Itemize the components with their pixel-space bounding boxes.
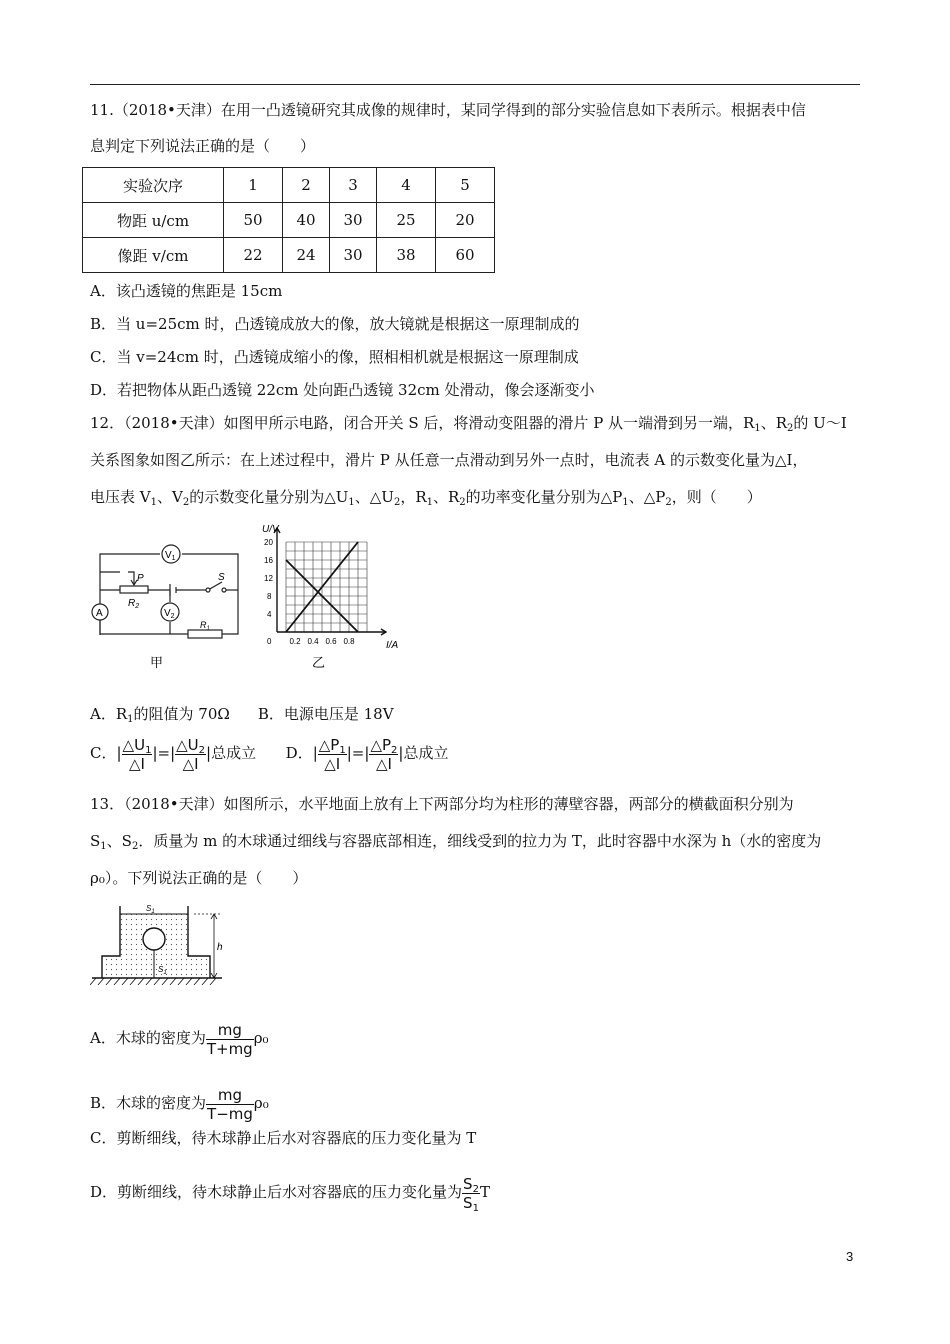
- fraction: $\frac{mg}{T+mg}$: [206, 1020, 253, 1058]
- text-run: 的阻值为 70Ω: [133, 705, 230, 723]
- q11-stem-line1: 11.（2018•天津）在用一凸透镜研究其成像的规律时，某同学得到的部分实验信息如下表所示。根据表中信: [90, 101, 806, 119]
- q12-stem-line2: 关系图象如图乙所示：在上述过程中，滑片 P 从任意一点滑动到另外一点时，电流表 A 的示数变化量为△I，: [90, 451, 808, 469]
- fraction: $\frac{\triangle U_1}{\triangle I}$: [122, 735, 152, 773]
- subscript: 1: [127, 714, 134, 725]
- x-tick: 0.2: [289, 637, 301, 646]
- subscript: 1: [348, 497, 355, 508]
- x-tick: 0.4: [307, 637, 319, 646]
- fraction: $\frac{\triangle P_1}{\triangle I}$: [318, 735, 346, 773]
- r1-label: $R_1$: [200, 620, 210, 632]
- subscript: 1: [100, 841, 107, 852]
- text-run: 总成立: [403, 744, 449, 762]
- abs-bar: |: [398, 744, 404, 762]
- table-cell: 25: [377, 203, 436, 238]
- text-run: ．质量为 m 的木球通过细线与容器底部相连，细线受到的拉力为 T，此时容器中水深为 h（水的密度为: [138, 832, 822, 850]
- subscript: 2: [459, 497, 466, 508]
- q13-option-a: [90, 1017, 269, 1059]
- table-cell: 40: [283, 203, 330, 238]
- subscript: 1: [426, 497, 433, 508]
- table-cell: 5: [436, 168, 495, 203]
- table-cell: 实验次序: [83, 168, 224, 203]
- table-cell: 3: [330, 168, 377, 203]
- text-run: B．电源电压是 18V: [257, 705, 394, 723]
- equals: =: [157, 744, 171, 762]
- text-run: 、R: [433, 488, 460, 506]
- text-run: 、△U: [354, 488, 394, 506]
- y-tick: 16: [264, 556, 273, 565]
- table-cell: 4: [377, 168, 436, 203]
- text-run: 总成立: [211, 744, 257, 762]
- v1-label: $V_1$: [165, 550, 176, 562]
- q13-stem-line2: [90, 831, 821, 851]
- q11-option-a: A．该凸透镜的焦距是 15cm: [90, 282, 283, 300]
- table-row: [83, 238, 495, 273]
- page-number: 3: [846, 1249, 854, 1264]
- subscript: 2: [131, 841, 139, 852]
- table-cell: 20: [436, 203, 495, 238]
- abs-bar: |: [206, 744, 212, 762]
- text-run: 、S: [106, 832, 132, 850]
- figure-yi-caption: 乙: [312, 655, 326, 670]
- y-tick: 4: [267, 610, 272, 619]
- q12-options-ab: [90, 704, 394, 724]
- v2-label: $V_2$: [164, 608, 175, 620]
- q11-option-d: D．若把物体从距凸透镜 22cm 处向距凸透镜 32cm 处滑动，像会逐渐变小: [90, 381, 595, 399]
- y-tick: 20: [264, 538, 273, 547]
- q11-data-table: [82, 167, 495, 273]
- wooden-ball: [143, 928, 165, 950]
- abs-bar: |: [152, 744, 158, 762]
- y-tick: 8: [267, 592, 272, 601]
- y-axis-label: U/V: [262, 524, 279, 535]
- text-run: S: [90, 832, 101, 850]
- table-cell: 24: [283, 238, 330, 273]
- figure-jia-caption: 甲: [150, 655, 164, 670]
- text-run: 、R: [760, 414, 788, 432]
- header-rule: [90, 84, 860, 85]
- fraction: $\frac{mg}{T-mg}$: [207, 1085, 253, 1123]
- q13-option-d: [90, 1171, 490, 1213]
- text-run: 、△P: [628, 488, 666, 506]
- r2-label: $R_2$: [128, 598, 140, 610]
- switch-s-label: S: [218, 572, 225, 583]
- text-run: D．剪断细线，待木球静止后水对容器底的压力变化量为: [90, 1183, 463, 1201]
- text-run: A．R: [90, 705, 128, 723]
- text-run: T: [479, 1183, 490, 1201]
- q12-stem-line3: [90, 487, 762, 507]
- fraction: $\frac{\triangle P_2}{\triangle I}$: [370, 735, 398, 773]
- text-run: B．木球的密度为: [90, 1094, 207, 1112]
- text-run: 12．（2018•天津）如图甲所示电路，闭合开关 S 后，将滑动变阻器的滑片 P 从一端滑到另一端，R: [90, 414, 755, 432]
- table-cell: 60: [436, 238, 495, 273]
- q13-option-b: [90, 1082, 269, 1124]
- equals: =: [351, 744, 365, 762]
- table-cell: 50: [224, 203, 283, 238]
- y-tick: 12: [264, 574, 273, 583]
- option-c-label: C．: [90, 744, 117, 762]
- abs-bar: |: [312, 744, 318, 762]
- table-row: [83, 168, 495, 203]
- text-run: 的 U～I: [793, 414, 847, 432]
- subscript: 2: [393, 497, 401, 508]
- text-run: ρ₀: [253, 1094, 269, 1112]
- table-row: [83, 203, 495, 238]
- q13-option-c: C．剪断细线，待木球静止后水对容器底的压力变化量为 T: [90, 1129, 477, 1147]
- slider-p-label: P: [137, 573, 144, 584]
- q12-options-cd: [90, 732, 448, 774]
- s1-label: $S_1$: [146, 904, 155, 915]
- text-run: ，则（ ）: [671, 488, 762, 506]
- abs-bar: |: [364, 744, 370, 762]
- text-run: 的示数变化量分别为△U: [189, 488, 349, 506]
- circuit-diagram: [90, 530, 250, 676]
- text-run: ρ₀: [253, 1029, 269, 1047]
- subscript: 1: [754, 423, 761, 434]
- ui-graph: [262, 520, 402, 672]
- container-figure: [90, 898, 230, 994]
- text-run: 电压表 V: [90, 488, 151, 506]
- text-run: ，R: [400, 488, 427, 506]
- x-tick: 0.8: [343, 637, 355, 646]
- option-d-label: D．: [285, 744, 313, 762]
- q11-option-c: C．当 v=24cm 时，凸透镜成缩小的像，照相相机就是根据这一原理制成: [90, 348, 579, 366]
- fraction: $\frac{S_2}{S_1}$: [463, 1174, 479, 1214]
- table-cell: 像距 v/cm: [83, 238, 224, 273]
- ammeter-label: A: [96, 608, 103, 619]
- text-run: A．木球的密度为: [90, 1029, 206, 1047]
- abs-bar: |: [170, 744, 176, 762]
- abs-bar: |: [116, 744, 122, 762]
- q13-stem-line1: 13．（2018•天津）如图所示，水平地面上放有上下两部分均为柱形的薄壁容器，两部分的横截面积分别为: [90, 795, 794, 813]
- q11-stem-line2: 息判定下列说法正确的是（ ）: [90, 137, 316, 155]
- subscript: 1: [622, 497, 629, 508]
- abs-bar: |: [346, 744, 352, 762]
- table-cell: 物距 u/cm: [83, 203, 224, 238]
- table-cell: 22: [224, 238, 283, 273]
- subscript: 2: [182, 497, 190, 508]
- subscript: 2: [665, 497, 672, 508]
- text-run: 的功率变化量分别为△P: [465, 488, 623, 506]
- q12-stem-line1: [90, 413, 847, 433]
- q13-stem-line3: ρ₀）。下列说法正确的是（ ）: [90, 869, 308, 887]
- x-axis-label: I/A: [386, 640, 399, 651]
- subscript: 2: [787, 423, 794, 434]
- y-tick: 0: [267, 637, 272, 646]
- table-cell: 38: [377, 238, 436, 273]
- fraction: $\frac{\triangle U_2}{\triangle I}$: [176, 735, 206, 773]
- table-cell: 2: [283, 168, 330, 203]
- text-run: 、V: [156, 488, 183, 506]
- h-label: h: [217, 942, 223, 953]
- s2-label: $S_1$: [158, 965, 167, 976]
- table-cell: 30: [330, 203, 377, 238]
- table-cell: 1: [224, 168, 283, 203]
- table-cell: 30: [330, 238, 377, 273]
- q11-option-b: B．当 u=25cm 时，凸透镜成放大的像，放大镜就是根据这一原理制成的: [90, 315, 580, 333]
- subscript: 1: [150, 497, 157, 508]
- x-tick: 0.6: [325, 637, 337, 646]
